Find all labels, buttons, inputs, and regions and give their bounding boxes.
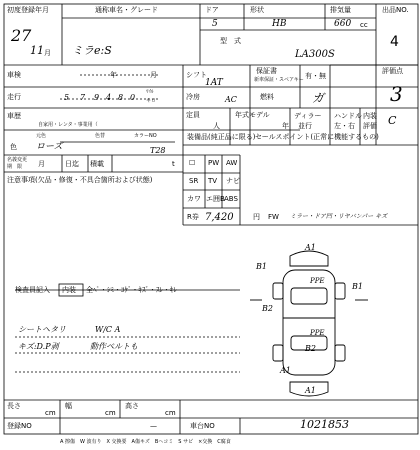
damage-mark: B2 — [262, 304, 273, 313]
equipment-item: エ囲B — [206, 195, 225, 203]
first-reg-label: 初度登録年月 — [7, 6, 49, 14]
model-year-label: 年式モデル — [235, 111, 270, 119]
mileage-label: 走行 — [7, 93, 21, 101]
mileage-unit-mile: ﾏｲﾙ — [146, 89, 154, 95]
damage-mark: B1 — [256, 262, 267, 271]
sales-point-label: セールスポイント(正常に機能するもの) — [255, 133, 379, 141]
yen-label: 円 — [253, 213, 260, 221]
doors-label: ドア — [205, 6, 219, 14]
fuel-label: 燃料 — [260, 93, 274, 101]
day-label: 日迄 — [65, 160, 79, 168]
equipment-item: ABS — [224, 195, 238, 203]
dealer-label: ディラー — [294, 112, 322, 120]
inside-label: 内装 — [62, 286, 76, 294]
height-label: 高さ — [125, 402, 139, 410]
handle-label: ハンドル — [334, 112, 362, 120]
r-ken-label: R券 — [187, 213, 199, 221]
length-unit: cm — [45, 409, 56, 417]
fw-label: FW — [268, 213, 279, 221]
damage-mark: A1 — [280, 366, 291, 375]
equipment-item: PW — [208, 159, 220, 167]
color-no-label: カラーNO — [134, 133, 157, 139]
car-name-value: ミラe:S — [72, 44, 112, 57]
capacity-unit: 人 — [213, 122, 220, 130]
handle-options: 左・右 — [334, 122, 355, 130]
displacement-value: 660 — [334, 19, 352, 29]
lot-label: 出品NO. — [382, 6, 409, 14]
mileage-digit-2: 7 — [80, 93, 86, 102]
chassis-label: 車台NO — [190, 422, 215, 430]
history-options: 自家用・レンタ・事業用（ — [38, 122, 98, 128]
shaken-year-unit: 年 — [110, 71, 117, 79]
color-repaint-label: 色替 — [95, 133, 106, 139]
interior-label: 内装 — [363, 112, 377, 120]
ac-value: AC — [225, 95, 237, 104]
width-label: 幅 — [65, 402, 72, 410]
fuel-value: ガ — [312, 91, 325, 105]
damage-mark: B2 — [305, 344, 316, 353]
car-name-label: 通称車名・グレード — [95, 6, 158, 14]
ac-label: 冷房 — [186, 93, 200, 101]
mileage-unit-km: キロ — [146, 98, 157, 104]
history-label: 車歴 — [7, 112, 21, 120]
width-unit: cm — [105, 409, 116, 417]
warranty-options: 有・無 — [305, 72, 326, 80]
capacity-label: 定員 — [186, 111, 200, 119]
model-year-unit: 年 — [282, 122, 289, 130]
length-label: 長さ — [7, 402, 21, 410]
equipment-item: SR — [189, 177, 199, 185]
color-value: ローズ — [36, 142, 63, 152]
mileage-digit-4: 4 — [106, 93, 112, 102]
damage-mark: A1 — [305, 386, 316, 395]
model-value: LA300S — [295, 49, 335, 60]
equipment-item: ☐ — [189, 159, 196, 167]
load-label: 積載 — [90, 160, 104, 168]
chassis-value: 1021853 — [300, 418, 349, 431]
shift-label: シフト — [186, 71, 207, 79]
shape-value: HB — [272, 19, 287, 29]
equipment-item: AW — [226, 159, 238, 167]
reg-no-label: 登録NO — [7, 422, 32, 430]
mileage-digit-6: 0 — [130, 93, 136, 102]
displacement-unit: cc — [360, 21, 368, 29]
model-label: 型 式 — [220, 37, 241, 45]
shaken-label: 車検 — [7, 71, 21, 79]
car-diagram-outline — [250, 251, 368, 396]
equipment-item: カワ — [187, 195, 201, 203]
equipment-item: ナビ — [226, 177, 240, 185]
damage-mark: PPE — [310, 277, 325, 285]
warranty-sublabel: 新車保証・スペアキー — [254, 77, 304, 83]
reg-no-dash: — — [150, 422, 157, 430]
note1-right: W/C A — [95, 325, 121, 334]
color-label: 色 — [10, 143, 17, 151]
load-unit: t — [172, 160, 175, 168]
first-reg-month: 11 — [30, 44, 44, 57]
mileage-digit-5: 8 — [118, 93, 124, 102]
mileage-digit-3: 9 — [94, 93, 100, 102]
damage-mark: PPE — [310, 329, 325, 337]
equipment-item: TV — [208, 177, 218, 185]
r-ken-value: 7,420 — [205, 212, 234, 223]
interior-sub: 評価 — [363, 122, 377, 130]
dealer-sub: 並行 — [298, 122, 312, 130]
name-change-month-unit: 月 — [38, 160, 45, 168]
note2-right: 動作ベルトも — [90, 342, 138, 351]
shift-value: 1AT — [205, 78, 223, 88]
inspector-label: 検査員記入 — [15, 286, 50, 294]
note2-left: キズ:D.P剥 — [18, 342, 59, 351]
color-original-label: 元色 — [36, 133, 47, 139]
grade-label: 評価点 — [382, 67, 403, 75]
lot-value: 4 — [390, 34, 399, 50]
first-reg-year: 27 — [11, 26, 32, 45]
shaken-month-unit: 月 — [150, 71, 157, 79]
warranty-label: 保証書 — [256, 67, 277, 75]
equipment-label: 装備品(純正品に限る) — [187, 133, 256, 141]
remarks-label: 注意事項(欠品・修復・不具合箇所および状態) — [7, 176, 153, 184]
damage-mark: A1 — [305, 243, 316, 252]
mileage-digit-1: 5 — [64, 93, 70, 102]
shape-label: 形状 — [250, 6, 264, 14]
remarks-value: ミラー・ドア凹・リヤバンパー キズ — [290, 213, 388, 220]
height-unit: cm — [165, 409, 176, 417]
interior-value: C — [388, 114, 397, 127]
grade-value: 3 — [390, 82, 403, 106]
inside-value: 全ﾍﾟ・ｼﾐ・ｺｹﾞ・ｷｽﾞ・ｽﾚ・ｷﾚ — [86, 286, 177, 294]
note1-left: シートヘタリ — [18, 325, 66, 334]
legend-text: A 擦傷 W 波有り X 交換要 A傷キズ Bヘコミ S サビ ×交換 C腐食 — [60, 439, 231, 445]
displacement-label: 排気量 — [330, 6, 351, 14]
deadline-label: 期 限 — [7, 164, 23, 170]
name-change-label: 名義変更 — [7, 157, 28, 163]
month-unit: 月 — [44, 49, 51, 57]
damage-mark: B1 — [352, 282, 363, 291]
color-no-value: T28 — [150, 146, 166, 155]
doors-value: 5 — [212, 19, 218, 29]
